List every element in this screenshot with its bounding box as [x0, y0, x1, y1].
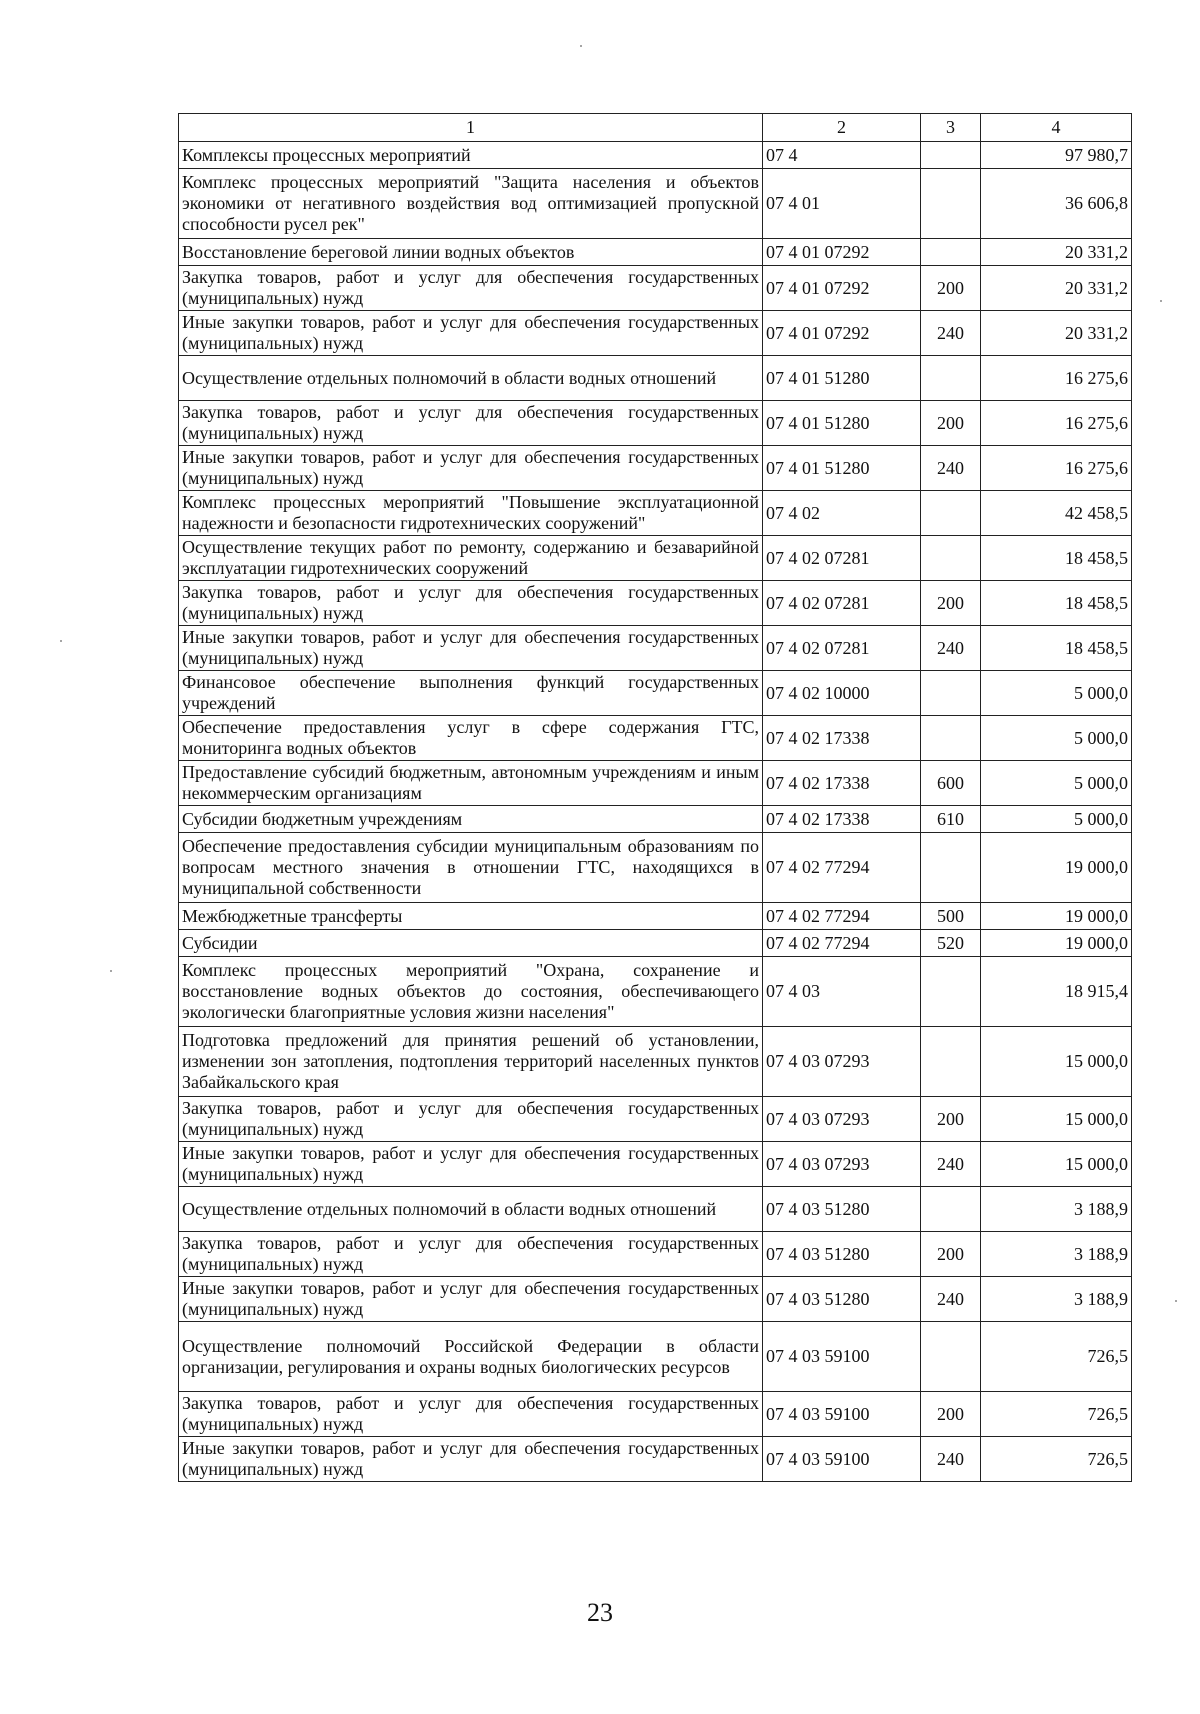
- table-row: [179, 401, 1132, 446]
- row-amount-cell: 16 275,6: [981, 401, 1132, 446]
- row-name-cell: Субсидии бюджетным учреждениям: [179, 806, 763, 833]
- row-amount-cell: 18 458,5: [981, 626, 1132, 671]
- row-name-cell: Обеспечение предоставления субсидии муниципальным образованиям по вопросам местного значения в отношении ГТС, находящихся в муниципальной собственности: [179, 833, 763, 903]
- table-row: [179, 1097, 1132, 1142]
- table-row: [179, 1027, 1132, 1097]
- row-code-cell: 07 4 02 77294: [763, 833, 921, 903]
- row-code-cell: 07 4 01 07292: [763, 239, 921, 266]
- row-code-cell: 07 4 03 07293: [763, 1027, 921, 1097]
- row-vr-cell: 200: [921, 1232, 981, 1277]
- budget-table: [178, 113, 1132, 1482]
- row-name-cell: Комплекс процессных мероприятий "Защита населения и объектов экономики от негативного воздействия вод оптимизацией пропускной способности русел рек": [179, 169, 763, 239]
- header-col-1: 1: [179, 114, 763, 142]
- table-row: [179, 446, 1132, 491]
- table-row: [179, 311, 1132, 356]
- row-name-cell: Комплекс процессных мероприятий "Повышение эксплуатационной надежности и безопасности гидротехнических сооружений": [179, 491, 763, 536]
- row-amount-cell: 15 000,0: [981, 1142, 1132, 1187]
- row-amount-cell: 19 000,0: [981, 833, 1132, 903]
- row-amount-cell: 16 275,6: [981, 356, 1132, 401]
- scan-speck: [60, 640, 62, 642]
- row-vr-cell: [921, 1187, 981, 1232]
- row-vr-cell: 240: [921, 311, 981, 356]
- row-name-cell: Закупка товаров, работ и услуг для обеспечения государственных (муниципальных) нужд: [179, 1392, 763, 1437]
- scan-speck: [1160, 300, 1162, 302]
- row-code-cell: 07 4 01 51280: [763, 356, 921, 401]
- row-amount-cell: 5 000,0: [981, 671, 1132, 716]
- row-code-cell: 07 4 02 17338: [763, 806, 921, 833]
- row-code-cell: 07 4 03 51280: [763, 1277, 921, 1322]
- row-amount-cell: 3 188,9: [981, 1232, 1132, 1277]
- row-code-cell: 07 4 03 59100: [763, 1322, 921, 1392]
- row-vr-cell: [921, 142, 981, 169]
- row-name-cell: Закупка товаров, работ и услуг для обеспечения государственных (муниципальных) нужд: [179, 1232, 763, 1277]
- row-vr-cell: 240: [921, 626, 981, 671]
- row-vr-cell: 240: [921, 1142, 981, 1187]
- row-vr-cell: [921, 536, 981, 581]
- row-name-cell: Закупка товаров, работ и услуг для обеспечения государственных (муниципальных) нужд: [179, 1097, 763, 1142]
- row-name-cell: Осуществление полномочий Российской Федерации в области организации, регулирования и охраны водных биологических ресурсов: [179, 1322, 763, 1392]
- row-code-cell: 07 4 01 51280: [763, 446, 921, 491]
- row-name-cell: Финансовое обеспечение выполнения функций государственных учреждений: [179, 671, 763, 716]
- row-code-cell: 07 4 03 51280: [763, 1187, 921, 1232]
- row-amount-cell: 97 980,7: [981, 142, 1132, 169]
- row-name-cell: Восстановление береговой линии водных объектов: [179, 239, 763, 266]
- table-row: [179, 806, 1132, 833]
- row-name-cell: Подготовка предложений для принятия решений об установлении, изменении зон затопления, подтопления территорий населенных пунктов Забайкальского края: [179, 1027, 763, 1097]
- row-amount-cell: 726,5: [981, 1322, 1132, 1392]
- row-code-cell: 07 4 02 07281: [763, 581, 921, 626]
- row-vr-cell: 200: [921, 1392, 981, 1437]
- scan-speck: [580, 45, 582, 47]
- row-code-cell: 07 4 02 17338: [763, 761, 921, 806]
- table-row: [179, 142, 1132, 169]
- row-vr-cell: 200: [921, 401, 981, 446]
- row-name-cell: Комплексы процессных мероприятий: [179, 142, 763, 169]
- row-name-cell: Предоставление субсидий бюджетным, автономным учреждениям и иным некоммерческим организациям: [179, 761, 763, 806]
- row-code-cell: 07 4 02 77294: [763, 903, 921, 930]
- table-row: [179, 626, 1132, 671]
- row-amount-cell: 19 000,0: [981, 930, 1132, 957]
- row-amount-cell: 18 458,5: [981, 581, 1132, 626]
- row-vr-cell: [921, 239, 981, 266]
- row-code-cell: 07 4: [763, 142, 921, 169]
- page-number: 23: [587, 1598, 613, 1627]
- row-code-cell: 07 4 01 07292: [763, 311, 921, 356]
- row-vr-cell: 240: [921, 1277, 981, 1322]
- row-name-cell: Иные закупки товаров, работ и услуг для обеспечения государственных (муниципальных) нужд: [179, 1142, 763, 1187]
- table-row: [179, 1437, 1132, 1482]
- table-row: [179, 1232, 1132, 1277]
- row-code-cell: 07 4 02 10000: [763, 671, 921, 716]
- row-vr-cell: [921, 1027, 981, 1097]
- row-code-cell: 07 4 03: [763, 957, 921, 1027]
- row-name-cell: Иные закупки товаров, работ и услуг для обеспечения государственных (муниципальных) нужд: [179, 446, 763, 491]
- table-row: [179, 239, 1132, 266]
- table-row: [179, 1322, 1132, 1392]
- row-amount-cell: 16 275,6: [981, 446, 1132, 491]
- row-name-cell: Межбюджетные трансферты: [179, 903, 763, 930]
- row-vr-cell: [921, 356, 981, 401]
- row-code-cell: 07 4 02 07281: [763, 626, 921, 671]
- row-amount-cell: 5 000,0: [981, 806, 1132, 833]
- table-row: [179, 1187, 1132, 1232]
- table-row: [179, 356, 1132, 401]
- row-code-cell: 07 4 03 59100: [763, 1437, 921, 1482]
- row-amount-cell: 15 000,0: [981, 1097, 1132, 1142]
- row-amount-cell: 3 188,9: [981, 1187, 1132, 1232]
- row-amount-cell: 42 458,5: [981, 491, 1132, 536]
- table-row: [179, 1392, 1132, 1437]
- row-amount-cell: 20 331,2: [981, 311, 1132, 356]
- table-row: [179, 833, 1132, 903]
- table-row: [179, 1142, 1132, 1187]
- row-vr-cell: 200: [921, 266, 981, 311]
- row-name-cell: Обеспечение предоставления услуг в сфере содержания ГТС, мониторинга водных объектов: [179, 716, 763, 761]
- row-amount-cell: 20 331,2: [981, 239, 1132, 266]
- row-vr-cell: [921, 1322, 981, 1392]
- table-row: [179, 957, 1132, 1027]
- row-vr-cell: [921, 491, 981, 536]
- row-code-cell: 07 4 03 51280: [763, 1232, 921, 1277]
- row-vr-cell: [921, 671, 981, 716]
- header-col-2: 2: [763, 114, 921, 142]
- row-amount-cell: 5 000,0: [981, 716, 1132, 761]
- row-vr-cell: 600: [921, 761, 981, 806]
- row-amount-cell: 726,5: [981, 1392, 1132, 1437]
- row-name-cell: Осуществление текущих работ по ремонту, содержанию и безаварийной эксплуатации гидротехнических сооружений: [179, 536, 763, 581]
- scan-speck: [1175, 1300, 1177, 1302]
- row-name-cell: Субсидии: [179, 930, 763, 957]
- row-name-cell: Иные закупки товаров, работ и услуг для обеспечения государственных (муниципальных) нужд: [179, 1437, 763, 1482]
- row-vr-cell: 200: [921, 1097, 981, 1142]
- row-amount-cell: 20 331,2: [981, 266, 1132, 311]
- row-vr-cell: [921, 169, 981, 239]
- row-code-cell: 07 4 01 51280: [763, 401, 921, 446]
- row-amount-cell: 36 606,8: [981, 169, 1132, 239]
- row-vr-cell: 610: [921, 806, 981, 833]
- row-amount-cell: 726,5: [981, 1437, 1132, 1482]
- table-row: [179, 930, 1132, 957]
- row-amount-cell: 18 915,4: [981, 957, 1132, 1027]
- row-code-cell: 07 4 02: [763, 491, 921, 536]
- table-row: [179, 169, 1132, 239]
- table-row: [179, 491, 1132, 536]
- row-vr-cell: 520: [921, 930, 981, 957]
- scan-speck: [110, 970, 112, 972]
- row-amount-cell: 15 000,0: [981, 1027, 1132, 1097]
- row-code-cell: 07 4 02 07281: [763, 536, 921, 581]
- table-row: [179, 671, 1132, 716]
- table-row: [179, 1277, 1132, 1322]
- row-amount-cell: 18 458,5: [981, 536, 1132, 581]
- header-col-3: 3: [921, 114, 981, 142]
- table-row: [179, 266, 1132, 311]
- row-code-cell: 07 4 02 17338: [763, 716, 921, 761]
- row-vr-cell: 500: [921, 903, 981, 930]
- row-amount-cell: 5 000,0: [981, 761, 1132, 806]
- row-vr-cell: 240: [921, 446, 981, 491]
- row-name-cell: Иные закупки товаров, работ и услуг для обеспечения государственных (муниципальных) нужд: [179, 626, 763, 671]
- row-amount-cell: 3 188,9: [981, 1277, 1132, 1322]
- row-name-cell: Осуществление отдельных полномочий в области водных отношений: [179, 356, 763, 401]
- header-col-4: 4: [981, 114, 1132, 142]
- row-code-cell: 07 4 01 07292: [763, 266, 921, 311]
- row-code-cell: 07 4 01: [763, 169, 921, 239]
- row-amount-cell: 19 000,0: [981, 903, 1132, 930]
- row-name-cell: Закупка товаров, работ и услуг для обеспечения государственных (муниципальных) нужд: [179, 401, 763, 446]
- header-row: [179, 114, 1132, 142]
- row-vr-cell: [921, 716, 981, 761]
- table-row: [179, 581, 1132, 626]
- row-name-cell: Закупка товаров, работ и услуг для обеспечения государственных (муниципальных) нужд: [179, 581, 763, 626]
- row-vr-cell: 240: [921, 1437, 981, 1482]
- table-body: [179, 142, 1132, 1482]
- table-row: [179, 761, 1132, 806]
- row-name-cell: Закупка товаров, работ и услуг для обеспечения государственных (муниципальных) нужд: [179, 266, 763, 311]
- row-code-cell: 07 4 03 07293: [763, 1097, 921, 1142]
- row-vr-cell: [921, 833, 981, 903]
- row-code-cell: 07 4 02 77294: [763, 930, 921, 957]
- row-code-cell: 07 4 03 59100: [763, 1392, 921, 1437]
- row-name-cell: Иные закупки товаров, работ и услуг для обеспечения государственных (муниципальных) нужд: [179, 1277, 763, 1322]
- table-row: [179, 903, 1132, 930]
- table-header: [179, 114, 1132, 142]
- row-vr-cell: [921, 957, 981, 1027]
- row-code-cell: 07 4 03 07293: [763, 1142, 921, 1187]
- table-row: [179, 536, 1132, 581]
- row-name-cell: Осуществление отдельных полномочий в области водных отношений: [179, 1187, 763, 1232]
- row-name-cell: Комплекс процессных мероприятий "Охрана, сохранение и восстановление водных объектов до состояния, обеспечивающего экологически благоприятные условия жизни населения": [179, 957, 763, 1027]
- row-vr-cell: 200: [921, 581, 981, 626]
- row-name-cell: Иные закупки товаров, работ и услуг для обеспечения государственных (муниципальных) нужд: [179, 311, 763, 356]
- table-row: [179, 716, 1132, 761]
